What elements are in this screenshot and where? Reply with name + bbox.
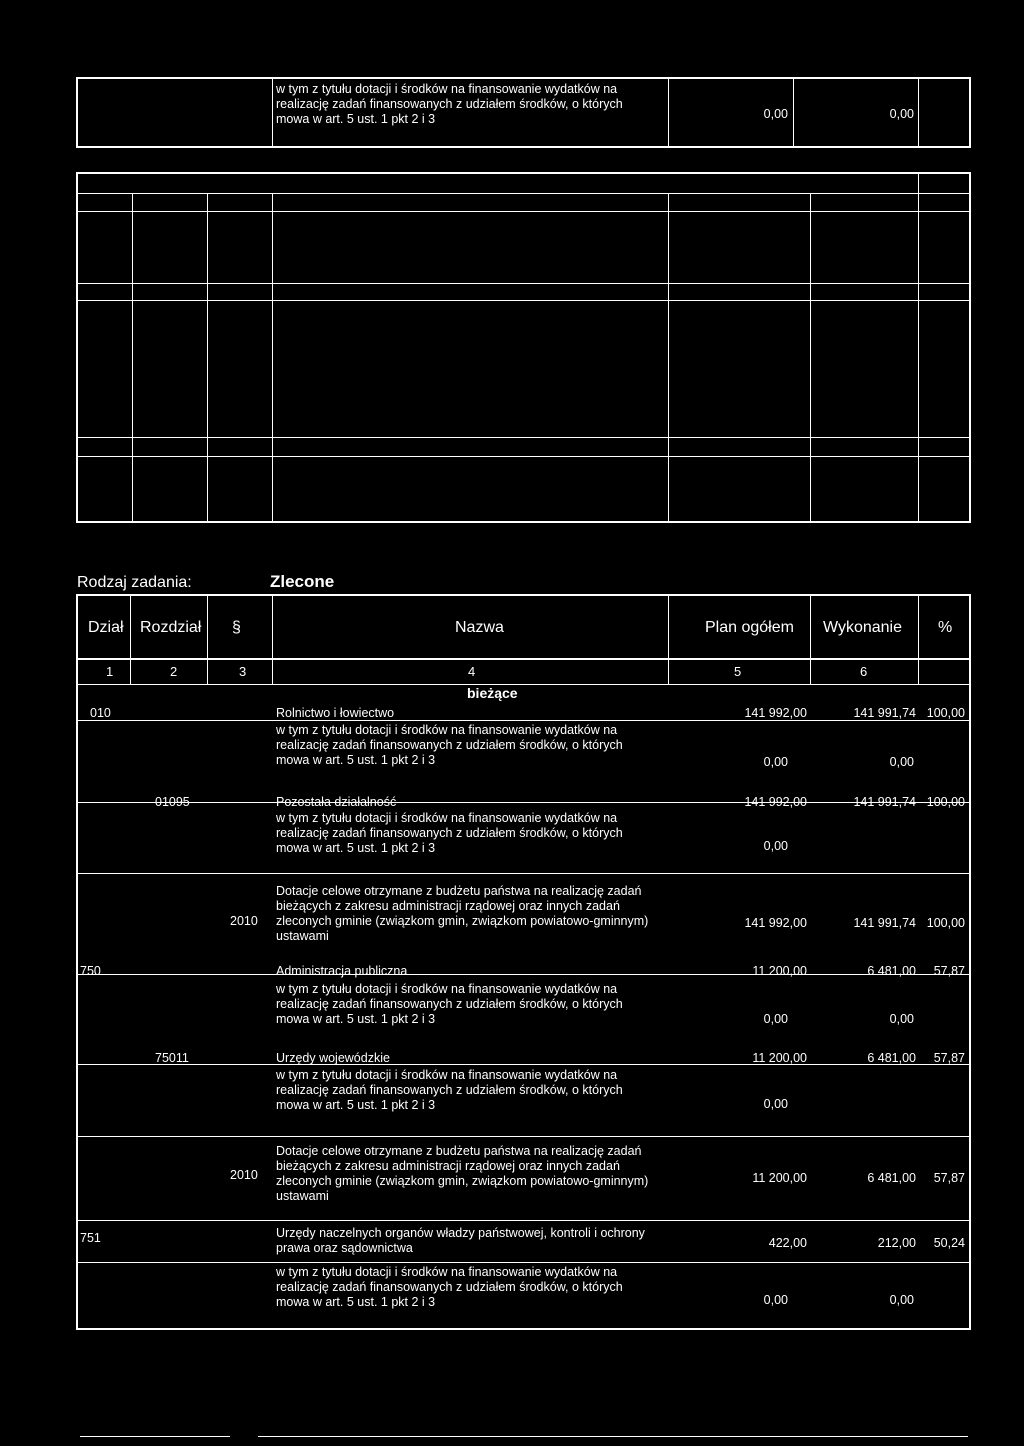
col-number-3: 3 (239, 664, 247, 679)
header-paragraf: § (232, 619, 241, 636)
row-010-code: 010 (90, 706, 111, 720)
row-751-plan: 422,00 (768, 1236, 807, 1250)
row-75011-name: Urzędy wojewódzkie (276, 1051, 390, 1065)
row-75011-plan: 11 200,00 (752, 1051, 807, 1065)
col-number-2: 2 (170, 664, 178, 679)
row-750-plan: 11 200,00 (752, 964, 807, 978)
col-number-6: 6 (860, 664, 868, 679)
footer-rule-left (80, 1436, 230, 1437)
row-2010b-plan: 11 200,00 (752, 1171, 807, 1185)
row-750-note: w tym z tytułu dotacji i środków na finansowanie wydatków na realizację zadań finansowanych z udziałem środków, o których mowa w art. 5 ust. 1 pkt 2 i 3 (276, 982, 623, 1026)
row-010-wykonanie: 141 991,74 (853, 706, 916, 720)
row-750-note-wykonanie: 0,00 (889, 1012, 914, 1026)
row-75011-note: w tym z tytułu dotacji i środków na finansowanie wydatków na realizację zadań finansowanych z udziałem środków, o których mowa w art. 5 ust. 1 pkt 2 i 3 (276, 1068, 623, 1112)
row-01095-plan: 141 992,00 (744, 795, 807, 809)
task-type-label: Rodzaj zadania: (77, 574, 192, 591)
row-75011-wykonanie: 6 481,00 (867, 1051, 916, 1065)
footer-rule-right (258, 1436, 968, 1437)
row-2010b-procent: 57,87 (933, 1171, 965, 1185)
row-01095-wykonanie: 141 991,74 (853, 795, 916, 809)
row-01095-note-plan: 0,00 (763, 839, 788, 853)
header-procent: % (938, 619, 953, 636)
header-dzial: Dział (88, 619, 124, 636)
row-750-name: Administracja publiczna (276, 964, 408, 978)
row-010-plan: 141 992,00 (744, 706, 807, 720)
row-751-note-plan: 0,00 (763, 1293, 788, 1307)
row-010-procent: 100,00 (926, 706, 965, 720)
row-75011-note-plan: 0,00 (763, 1097, 788, 1111)
row-2010b-code: 2010 (230, 1168, 258, 1182)
top-note-plan: 0,00 (763, 107, 788, 121)
row-010-note: w tym z tytułu dotacji i środków na finansowanie wydatków na realizację zadań finansowanych z udziałem środków, o których mowa w art. 5 ust. 1 pkt 2 i 3 (276, 723, 623, 767)
col-number-1: 1 (106, 664, 114, 679)
row-2010a-wykonanie: 141 991,74 (853, 916, 916, 930)
header-plan: Plan ogółem (705, 619, 794, 636)
row-2010b-wykonanie: 6 481,00 (867, 1171, 916, 1185)
row-010-note-wykonanie: 0,00 (889, 755, 914, 769)
row-750-procent: 57,87 (933, 964, 965, 978)
row-750-code: 750 (80, 964, 101, 978)
task-type-value: Zlecone (270, 572, 335, 591)
top-note: w tym z tytułu dotacji i środków na finansowanie wydatków na realizację zadań finansowanych z udziałem środków, o których mowa w art. 5 ust. 1 pkt 2 i 3 (276, 82, 623, 126)
row-2010a-code: 2010 (230, 914, 258, 928)
row-2010a-name: Dotacje celowe otrzymane z budżetu państwa na realizację zadań bieżących z zakresu administracji rządowej oraz innych zadań zleconych gminie (związkom gmin, związkom powiatowo-gminnym) ustawami (276, 884, 649, 943)
section-label: bieżące (467, 685, 518, 701)
row-2010a-plan: 141 992,00 (744, 916, 807, 930)
row-751-code: 751 (80, 1231, 101, 1245)
row-751-name: Urzędy naczelnych organów władzy państwowej, kontroli i ochrony prawa oraz sądownictwa (276, 1226, 645, 1255)
top-note-wykonanie: 0,00 (889, 107, 914, 121)
row-01095-name: Pozostała działalność (276, 795, 397, 809)
row-01095-procent: 100,00 (926, 795, 965, 809)
header-rozdzial: Rozdział (140, 619, 202, 636)
row-2010a-procent: 100,00 (926, 916, 965, 930)
header-wykonanie: Wykonanie (823, 619, 903, 636)
row-2010b-name: Dotacje celowe otrzymane z budżetu państwa na realizację zadań bieżących z zakresu administracji rządowej oraz innych zadań zleconych gminie (związkom gmin, związkom powiatowo-gminnym) ustawami (276, 1144, 649, 1203)
row-75011-procent: 57,87 (933, 1051, 965, 1065)
header-nazwa: Nazwa (455, 619, 504, 636)
row-751-note-wykonanie: 0,00 (889, 1293, 914, 1307)
row-010-name: Rolnictwo i łowiectwo (276, 706, 395, 720)
row-01095-note: w tym z tytułu dotacji i środków na finansowanie wydatków na realizację zadań finansowanych z udziałem środków, o których mowa w art. 5 ust. 1 pkt 2 i 3 (276, 811, 623, 855)
col-number-5: 5 (734, 664, 742, 679)
row-751-note: w tym z tytułu dotacji i środków na finansowanie wydatków na realizację zadań finansowanych z udziałem środków, o których mowa w art. 5 ust. 1 pkt 2 i 3 (276, 1265, 623, 1309)
row-751-procent: 50,24 (933, 1236, 965, 1250)
row-010-note-plan: 0,00 (763, 755, 788, 769)
row-750-wykonanie: 6 481,00 (867, 964, 916, 978)
col-number-4: 4 (468, 664, 476, 679)
row-75011-code: 75011 (155, 1051, 189, 1065)
row-751-wykonanie: 212,00 (877, 1236, 916, 1250)
row-750-note-plan: 0,00 (763, 1012, 788, 1026)
row-01095-code: 01095 (155, 795, 190, 809)
